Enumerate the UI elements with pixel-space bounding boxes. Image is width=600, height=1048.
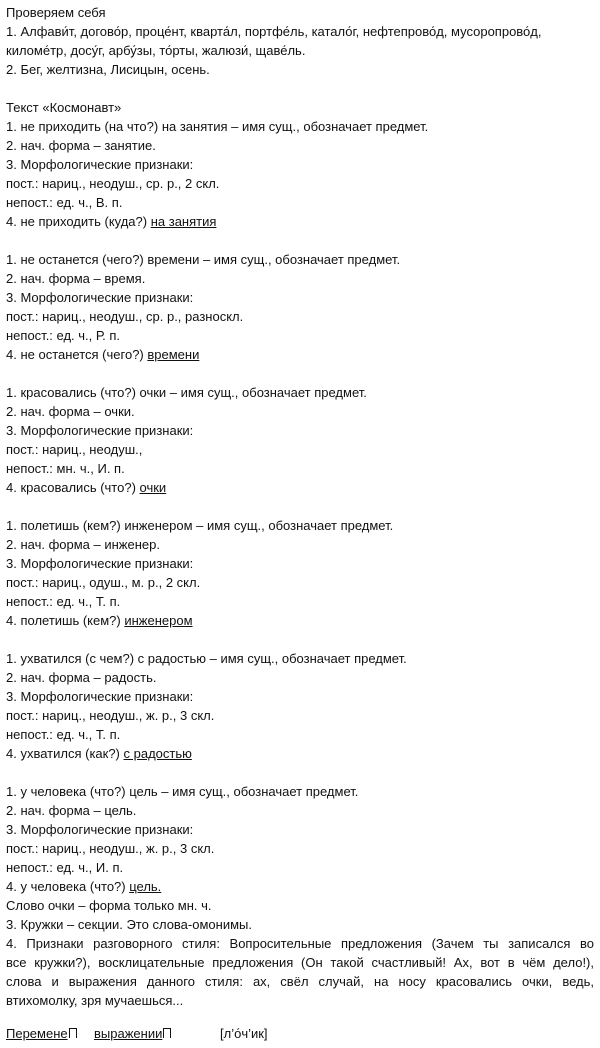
block-last-line (6, 877, 594, 896)
intro-line-1: 1. Алфави́т, догово́р, проце́нт, кварта́л, портфе́ль, катало́г, нефтепрово́д, мусоропрово́д, (6, 24, 542, 39)
block-line: пост.: нариц., неодуш., (6, 442, 143, 457)
underlined-phrase: цель. (129, 879, 162, 894)
underlined-phrase: с радостью (123, 746, 192, 761)
analyzed-word-1 (6, 1024, 77, 1043)
block-line: непост.: ед. ч., Т. п. (6, 727, 121, 742)
block-line: 3. Морфологические признаки: (6, 157, 194, 172)
block-line: 3. Морфологические признаки: (6, 290, 194, 305)
spacer (6, 364, 594, 383)
block-line: непост.: ед. ч., И. п. (6, 860, 124, 875)
last-line-prefix: 4. у человека (что?) (6, 879, 130, 894)
paragraph-line: все кружки?), восклицательные предложения (Он такой счастливый! Ах, вот в чём дело!), (6, 955, 594, 970)
analyzed-word-2 (94, 1024, 171, 1043)
underlined-phrase: на занятия (150, 214, 217, 229)
underlined-phrase: инженером (124, 613, 193, 628)
block-line: 3. Морфологические признаки: (6, 423, 194, 438)
analysis-block-2 (6, 250, 594, 364)
block-line: пост.: нариц., неодуш., ж. р., 3 скл. (6, 708, 215, 723)
block-line: 2. нач. форма – занятие. (6, 138, 156, 153)
spacer (6, 497, 594, 516)
block-line: 2. нач. форма – время. (6, 271, 146, 286)
analysis-block-1 (6, 117, 594, 231)
block-line: пост.: нариц., неодуш., ср. р., разноскл. (6, 309, 244, 324)
ending-box-icon (69, 1028, 77, 1038)
block-line: 3. Морфологические признаки: (6, 822, 194, 837)
word-text: выражении (94, 1026, 163, 1041)
block-line: 1. красовались (что?) очки – имя сущ., обозначает предмет. (6, 385, 367, 400)
paragraph-line: слова и выражения данного стиля: ах, свёл случай, на носу красовались очки, ведь, (6, 974, 594, 989)
spacer (6, 630, 594, 649)
underlined-phrase: времени (147, 347, 200, 362)
block-line: 2. нач. форма – инженер. (6, 537, 160, 552)
block-line: 1. не приходить (на что?) на занятия – имя сущ., обозначает предмет. (6, 119, 429, 134)
block-line: 1. полетишь (кем?) инженером – имя сущ., обозначает предмет. (6, 518, 394, 533)
last-line-prefix: 4. красовались (что?) (6, 480, 140, 495)
block-line: пост.: нариц., неодуш., ср. р., 2 скл. (6, 176, 220, 191)
doc-title: Проверяем себя (6, 5, 106, 20)
block-last-line (6, 611, 594, 630)
block-last-line (6, 478, 594, 497)
block-last-line (6, 212, 594, 231)
block-line: 2. нач. форма – цель. (6, 803, 137, 818)
analysis-block-5 (6, 649, 594, 763)
analysis-block-4 (6, 516, 594, 630)
underlined-phrase: очки (139, 480, 167, 495)
block-last-line (6, 744, 594, 763)
block-line: 1. не останется (чего?) времени – имя сущ., обозначает предмет. (6, 252, 401, 267)
block-line: 1. у человека (что?) цель – имя сущ., обозначает предмет. (6, 784, 359, 799)
block-line: пост.: нариц., неодуш., ж. р., 3 скл. (6, 841, 215, 856)
style-features-paragraph (6, 934, 594, 1010)
last-line-prefix: 4. не останется (чего?) (6, 347, 148, 362)
spacer (6, 231, 594, 250)
block-line: 3. Морфологические признаки: (6, 556, 194, 571)
paragraph-line: 4. Признаки разговорного стиля: Вопросительные предложения (Зачем ты записался во (6, 936, 594, 951)
block-line: пост.: нариц., одуш., м. р., 2 скл. (6, 575, 201, 590)
block-line: 2. нач. форма – радость. (6, 670, 157, 685)
phonetic-transcription: [л’о́ч’ик] (220, 1026, 268, 1041)
text-title: Текст «Космонавт» (6, 100, 122, 115)
paragraph-line: втихомолку, зря мучаешься... (6, 993, 184, 1008)
analysis-block-3 (6, 383, 594, 497)
spacer (6, 79, 594, 98)
block-last-line (6, 345, 594, 364)
block-line: 1. ухватился (с чем?) с радостью – имя сущ., обозначает предмет. (6, 651, 407, 666)
block-line: непост.: мн. ч., И. п. (6, 461, 125, 476)
word-text: Перемене (6, 1026, 68, 1041)
after-line-1: Слово очки – форма только мн. ч. (6, 898, 212, 913)
after-line-2: 3. Кружки – секции. Это слова-омонимы. (6, 917, 252, 932)
block-line: 3. Морфологические признаки: (6, 689, 194, 704)
analysis-block-6 (6, 782, 594, 896)
spacer (6, 763, 594, 782)
block-line: 2. нач. форма – очки. (6, 404, 135, 419)
last-line-prefix: 4. не приходить (куда?) (6, 214, 151, 229)
block-line: непост.: ед. ч., Р. п. (6, 328, 120, 343)
last-line-prefix: 4. ухватился (как?) (6, 746, 124, 761)
last-line-prefix: 4. полетишь (кем?) (6, 613, 125, 628)
block-line: непост.: ед. ч., В. п. (6, 195, 123, 210)
intro-line-2: киломе́тр, досу́г, арбу́зы, то́рты, жалюзи́, щаве́ль. (6, 43, 306, 58)
block-line: непост.: ед. ч., Т. п. (6, 594, 121, 609)
intro-line-3: 2. Бег, желтизна, Лисицын, осень. (6, 62, 210, 77)
word-analysis-row (6, 1024, 594, 1048)
document-page (6, 3, 594, 1048)
ending-box-icon (163, 1028, 171, 1038)
